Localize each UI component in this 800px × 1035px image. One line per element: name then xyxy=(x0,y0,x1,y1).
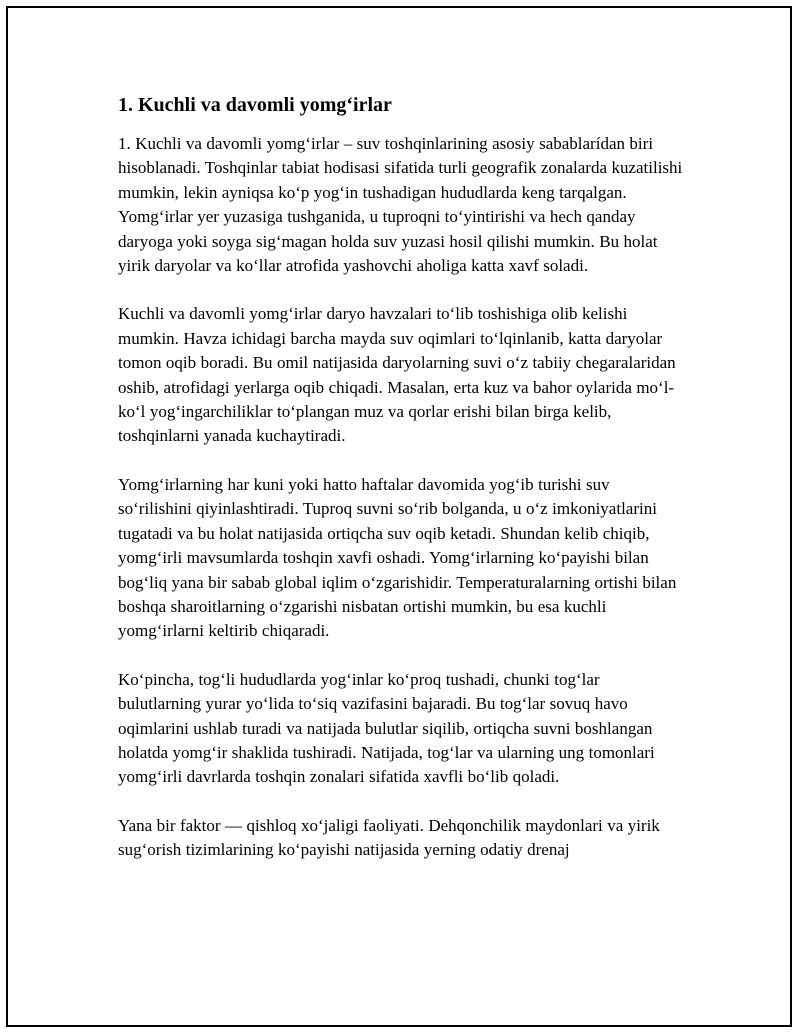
paragraph-3: Yomg‘irlarning har kuni yoki hatto haftalar davomida yog‘ib turishi suv so‘rilishini qiyinlashtiradi. Tuproq suvni so‘rib bolganda, u o‘z imkoniyatlarini tugatadi va bu holat natijasida ortiqcha suv oqib ketadi. Shundan kelib chiqib, yomg‘irli mavsumlarda toshqin xavfi oshadi. Yomg‘irlarning ko‘payishi bilan bog‘liq yana bir sabab global iqlim o‘zgarishidir. Temperaturalarning ortishi bilan boshqa sharoitlarning o‘zgarishi nisbatan ortishi mumkin, bu esa kuchli yomg‘irlarni keltirib chiqaradi. xyxy=(118,474,677,641)
section-heading: 1. Kuchli va davomli yomg‘irlar xyxy=(118,94,392,116)
paragraph-2: Kuchli va davomli yomg‘irlar daryo havzalari to‘lib toshishiga olib kelishi mumkin. Havza ichidagi barcha mayda suv oqimlari to‘lqinlanib, katta daryolar tomon oqib boradi. Bu omil natijasida daryolarning suvi o‘z tabiiy chegaralaridan oshib, atrofidagi yerlarga oqib chiqadi. Masalan, erta kuz va bahor oylarida mo‘l-ko‘l yog‘ingarchiliklar to‘plangan muz va qorlar erishi bilan birga kelib, toshqinlarni yanada kuchaytiradi. xyxy=(118,304,676,446)
document-body xyxy=(118,92,684,887)
paragraph-1: 1. Kuchli va davomli yomg‘irlar – suv toshqinlarining asosiy sabablarídan biri hisoblanadi. Toshqinlar tabiat hodisasi sifatida turli geografik zonalarda kuzatilishi mumkin, lekin ayniqsa ko‘p yog‘in tushadigan hududlarda keng tarqalgan. Yomg‘irlar yer yuzasiga tushganida, u tuproqni to‘yintirishi va hech qanday daryoga yoki soyga sig‘magan holda suv yuzasi hosil qilishi mumkin. Bu holat yirik daryolar va ko‘llar atrofida yashovchi aholiga katta xavf soladi. xyxy=(118,134,683,276)
paragraph-4: Ko‘pincha, tog‘li hududlarda yog‘inlar ko‘proq tushadi, chunki tog‘lar bulutlarning yurar yo‘lida to‘siq vazifasini bajaradi. Bu tog‘lar sovuq havo oqimlarini ushlab turadi va natijada bulutlar siqilib, ortiqcha suvni boshlangan holatda yomg‘ir shaklida tushiradi. Natijada, tog‘lar va ularning ung tomonlari yomg‘irli davrlarda toshqin zonalari sifatida xavfli bo‘lib qoladi. xyxy=(118,669,655,787)
paragraph-5: Yana bir faktor — qishloq xo‘jaligi faoliyati. Dehqonchilik maydonlari va yirik sug‘orish tizimlarining ko‘payishi natijasida yerning odatiy drenaj xyxy=(118,815,660,860)
